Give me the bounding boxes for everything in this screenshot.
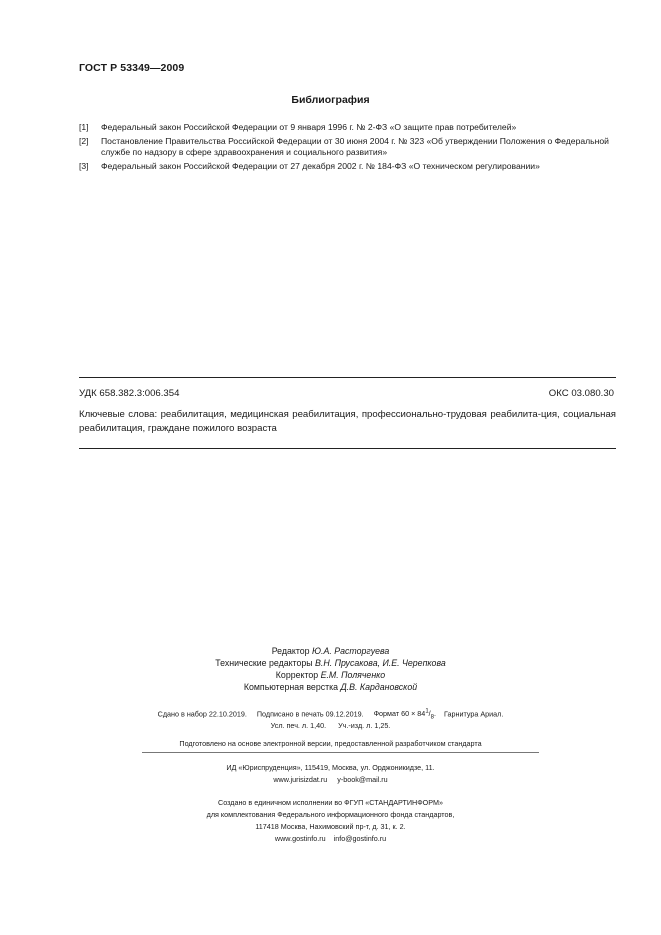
made-line: для комплектования Федерального информационного фонда стандартов, <box>206 810 455 819</box>
entry-number: [3] <box>79 161 89 171</box>
credit-corrector <box>0 670 661 680</box>
entry-text: Постановление Правительства Российской Федерации от 30 июня 2004 г. № 323 «Об утверждении Положения о Федеральной службе по надзору в сфере здравоохранения и социального развития» <box>101 136 609 157</box>
entry-text: Федеральный закон Российской Федерации от 27 декабря 2002 г. № 184-ФЗ «О техническом регулировании» <box>101 161 540 171</box>
credit-name: В.Н. Прусакова, И.Е. Черепкова <box>315 658 446 668</box>
credit-label: Корректор <box>275 670 319 680</box>
publisher-email-link[interactable]: y-book@mail.ru <box>337 775 388 784</box>
credit-label: Компьютерная верстка <box>243 682 339 692</box>
credit-name: Д.В. Кардановской <box>340 682 418 692</box>
gostinfo-contacts <box>0 833 661 845</box>
bibliography-title: Библиография <box>291 94 370 106</box>
credit-editor <box>0 646 661 656</box>
publisher-contacts <box>0 774 661 786</box>
gostinfo-site-link[interactable]: www.gostinfo.ru <box>274 834 326 843</box>
credit-name: Е.М. Поляченко <box>320 670 386 680</box>
entry-number: [2] <box>79 136 89 146</box>
prepared-note: Подготовлено на основе электронной версии, предоставленной разработчиком стандарта <box>179 739 482 748</box>
gostinfo-email-link[interactable]: info@gostinfo.ru <box>333 834 387 843</box>
publisher-line: ИД «Юриспруденция», 115419, Москва, ул. Орджоникидзе, 11. <box>226 763 435 772</box>
credit-label: Технические редакторы <box>215 658 313 668</box>
credit-layout <box>0 682 661 692</box>
entry-text: Федеральный закон Российской Федерации от 9 января 1996 г. № 2-ФЗ «О защите прав потребителей» <box>101 122 517 132</box>
imprint-line-1 <box>0 709 661 721</box>
divider-line <box>142 752 539 753</box>
entry-number: [1] <box>79 122 89 132</box>
credit-tech-editors <box>0 658 661 668</box>
sent-to-set: Сдано в набор 22.10.2019. <box>157 709 247 719</box>
signed-to-print: Подписано в печать 09.12.2019. <box>256 709 364 719</box>
oks-code: ОКС 03.080.30 <box>548 388 614 399</box>
bibliography-entry <box>79 161 619 172</box>
made-line: 117418 Москва, Нахимовский пр-т, д. 31, к. 2. <box>255 822 406 831</box>
bibliography-entry <box>79 136 619 158</box>
credit-label: Редактор <box>271 646 310 656</box>
bibliography-entry <box>79 122 619 133</box>
divider-line <box>79 377 616 378</box>
publisher-site-link[interactable]: www.jurisizdat.ru <box>273 775 328 784</box>
imprint-line-2 <box>0 721 661 730</box>
udk-code: УДК 658.382.3:006.354 <box>79 388 180 399</box>
made-line: Создано в единичном исполнении во ФГУП «СТАНДАРТИНФОРМ» <box>218 798 443 807</box>
divider-line <box>79 448 616 449</box>
typeface: Гарнитура Ариал. <box>444 709 504 719</box>
document-code: ГОСТ Р 53349—2009 <box>79 62 185 74</box>
format: Формат $60 \times 84^1/_8$. <box>373 709 436 721</box>
pub-sheets: Уч.-изд. л. 1,25. <box>338 721 391 730</box>
print-sheets: Усл. печ. л. 1,40. <box>270 721 327 730</box>
credit-name: Ю.А. Расторгуева <box>312 646 390 656</box>
keywords: Ключевые слова: реабилитация, медицинская реабилитация, профессионально-трудовая реабилита-ция, социальная реабилитация, граждане пожилого возраста <box>79 409 616 434</box>
